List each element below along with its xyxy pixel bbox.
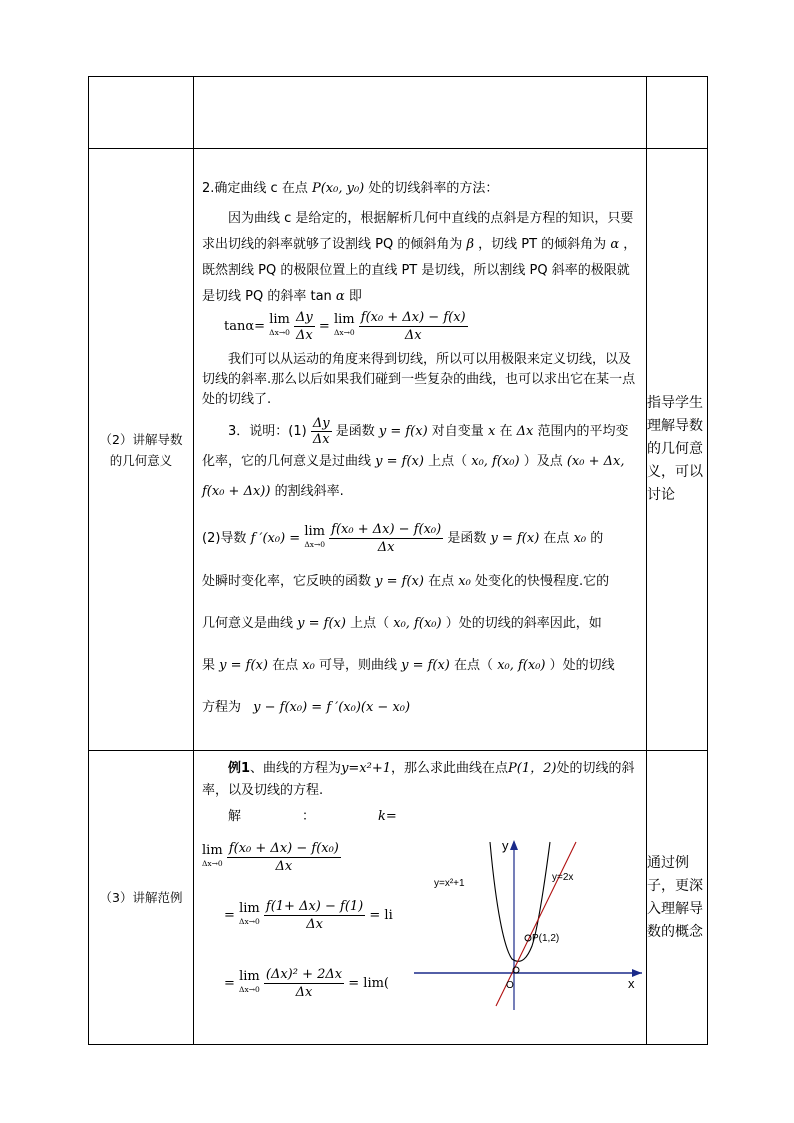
solution-step-2: = lim Δx→0 $\frac{f(1+ \Delta x) - f(1)}{\Delta x}$ = li	[224, 898, 393, 932]
explanation-2: (2)导数 f ′(x₀) = lim Δx→0 $\frac{\text{f(x₀ + Δx) − f(x₀)}}{\Delta x}$ 是函数 y = f(x) 在点 x₀ 的 处瞬时变化率，它反映的函数 y = f(x) 在点 x₀ 处变化的快慢程度.它的 几何意义是曲线 y = f(x) 上点（ x₀, f(x₀) ）处的切线的斜率因此，如 果 y = f(x) 在点 x₀ 可导，则曲线 y = f(x) 在点（ x₀, f(x₀) ）处的切线 方程为 y − f(x₀) = f ′(x₀)(x − x₀)	[202, 522, 615, 715]
section-label-example: （3）讲解范例	[89, 751, 194, 1045]
solution-step-3: = lim Δx→0 $\frac{\text{(Δx)² + 2Δx}}{\Delta x}$ = lim(	[224, 966, 390, 1000]
solution-heading: 解 ： k=	[228, 808, 397, 824]
example-problem: 例1、曲线的方程为y=x²+1，那么求此曲线在点P(1，2)处的切线的斜率，以及切线的方程.	[202, 760, 635, 798]
geometric-content-cell	[194, 149, 647, 751]
point-p-label: P(1,2)	[532, 932, 560, 944]
section-label-geometric	[89, 149, 194, 751]
solution-step-1: lim Δx→0 $\frac{\text{f(x₀ + Δx) − f(x₀)}}{\Delta x}$	[202, 840, 339, 874]
cell-top-col2	[194, 77, 647, 149]
cell-top-col3	[647, 77, 708, 149]
example-content-cell	[194, 751, 647, 1045]
tan-limit-formula: tanα= lim Δx→0 $\frac{\Delta y}{\Delta x}$ = lim Δx→0 $\frac{\text{f(x₀ + Δx) − f(x)}}{\Delta x}$	[224, 310, 466, 343]
parabola-tangent-graph	[404, 828, 644, 1018]
motion-paragraph: 我们可以从运动的角度来得到切线，所以可以用极限来定义切线，以及切线的斜率.那么以后如果我们碰到一些复杂的曲线，也可以求出它在某一点处的切线了.	[202, 352, 636, 407]
table-row-example	[89, 751, 708, 1045]
x-axis-label: x	[628, 975, 635, 991]
section-label-line1: （2）讲解导数	[99, 431, 183, 447]
table-row-top	[89, 77, 708, 149]
section-label-line2: 的几何意义	[109, 452, 173, 468]
origin-label: O	[506, 979, 514, 991]
y-axis-label: y	[502, 837, 509, 853]
y-axis-arrow-icon	[510, 840, 518, 850]
curve-label: y=x²+1	[434, 877, 465, 889]
teaching-note-geometric: 指导学生理解导数的几何意义，可以讨论	[647, 149, 708, 751]
explanation-1: 3．说明：(1) $\frac{\Delta y}{\Delta x}$ 是函数 y = f(x) 对自变量 x 在 Δx 范围内的平均变化率，它的几何意义是过曲线 y = f(x) 上点（ x₀, f(x₀) ）及点 (x₀ + Δx, f(x₀ + Δx)) 的割线斜率.	[202, 416, 629, 499]
method-heading: 2.确定曲线 c 在点 P(x₀, y₀) 处的切线斜率的方法：	[202, 181, 499, 196]
table-row-geometric-meaning	[89, 149, 708, 751]
tangent-slope-paragraph: 因为曲线 c 是给定的，根据解析几何中直线的点斜是方程的知识，只要求出切线的斜率就够了设割线 PQ 的倾斜角为 β ，切线 PT 的倾斜角为 α ，既然割线 PQ 的极限位置上的直线 PT 是切线，所以割线 PQ 斜率的极限就是切线 PQ 的斜率 tan α 即	[202, 211, 637, 304]
teaching-note-example: 通过例子，更深入理解导数的概念	[647, 751, 708, 1045]
lesson-plan-table	[88, 76, 708, 1045]
line-label: y=2x	[552, 871, 574, 883]
cell-top-col1	[89, 77, 194, 149]
